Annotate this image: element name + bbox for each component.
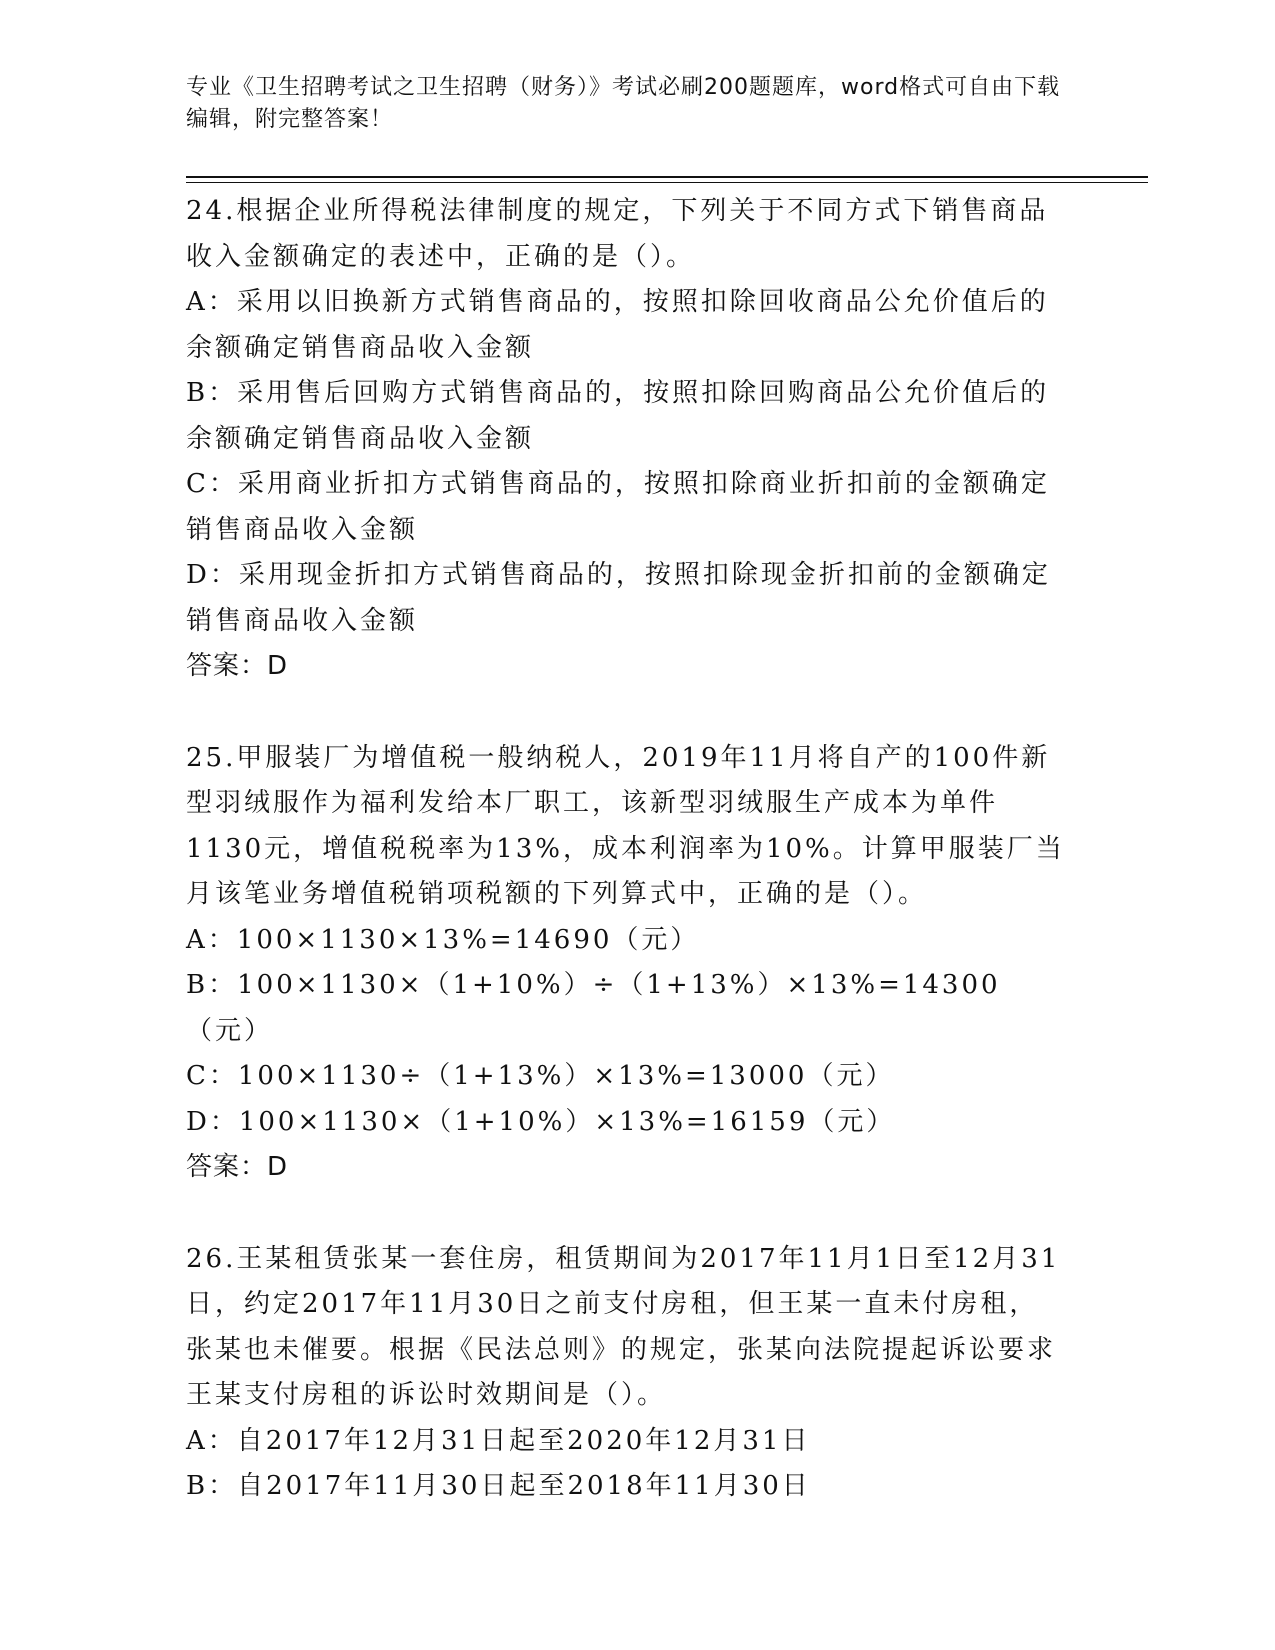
question-stem: 24.根据企业所得税法律制度的规定，下列关于不同方式下销售商品收入金额确定的表述中，正确的是（）。 — [186, 196, 1049, 272]
option-a: A：100×1130×13%=14690（元） — [186, 924, 700, 955]
option-d: D：采用现金折扣方式销售商品的，按照扣除现金折扣前的金额确定销售商品收入金额 — [186, 560, 1051, 636]
option-c: C：采用商业折扣方式销售商品的，按照扣除商业折扣前的金额确定销售商品收入金额 — [186, 469, 1050, 545]
question-spacer — [186, 690, 1066, 736]
option-b: B：自2017年11月30日起至2018年11月30日 — [186, 1471, 811, 1501]
document-header: 专业《卫生招聘考试之卫生招聘（财务）》考试必刷200题题库，word格式可自由下载编辑，附完整答案！ — [186, 75, 1061, 132]
header-divider-thin — [186, 182, 1148, 183]
question-spacer — [186, 1191, 1066, 1237]
option-d: D：100×1130×（1+10%）×13%=16159（元） — [186, 1106, 896, 1137]
question-item — [186, 189, 1066, 690]
option-b: B：采用售后回购方式销售商品的，按照扣除回购商品公允价值后的余额确定销售商品收入金额 — [186, 378, 1050, 454]
option-a: A：采用以旧换新方式销售商品的，按照扣除回收商品公允价值后的余额确定销售商品收入金额 — [186, 287, 1049, 363]
question-list — [186, 189, 1066, 1510]
question-item — [186, 736, 1066, 1191]
option-c: C：100×1130÷（1+13%）×13%=13000（元） — [186, 1061, 895, 1091]
answer-line: 答案：D — [186, 1152, 289, 1182]
question-stem: 25.甲服装厂为增值税一般纳税人，2019年11月将自产的100件新型羽绒服作为福利发给本厂职工，该新型羽绒服生产成本为单件1130元，增值税税率为13%，成本利润率为10%。计算甲服装厂当月该笔业务增值税销项税额的下列算式中，正确的是（）。 — [186, 742, 1065, 909]
question-stem: 26.王某租赁张某一套住房，租赁期间为2017年11月1日至12月31日，约定2017年11月30日之前支付房租，但王某一直未付房租，张某也未催要。根据《民法总则》的规定，张某向法院提起诉讼要求王某支付房租的诉讼时效期间是（）。 — [186, 1243, 1061, 1410]
answer-line: 答案：D — [186, 651, 289, 681]
question-item — [186, 1237, 1066, 1510]
option-a: A：自2017年12月31日起至2020年12月31日 — [186, 1425, 811, 1456]
header-divider — [186, 176, 1148, 178]
option-b: B：100×1130×（1+10%）÷（1+13%）×13%=14300（元） — [186, 970, 1001, 1046]
